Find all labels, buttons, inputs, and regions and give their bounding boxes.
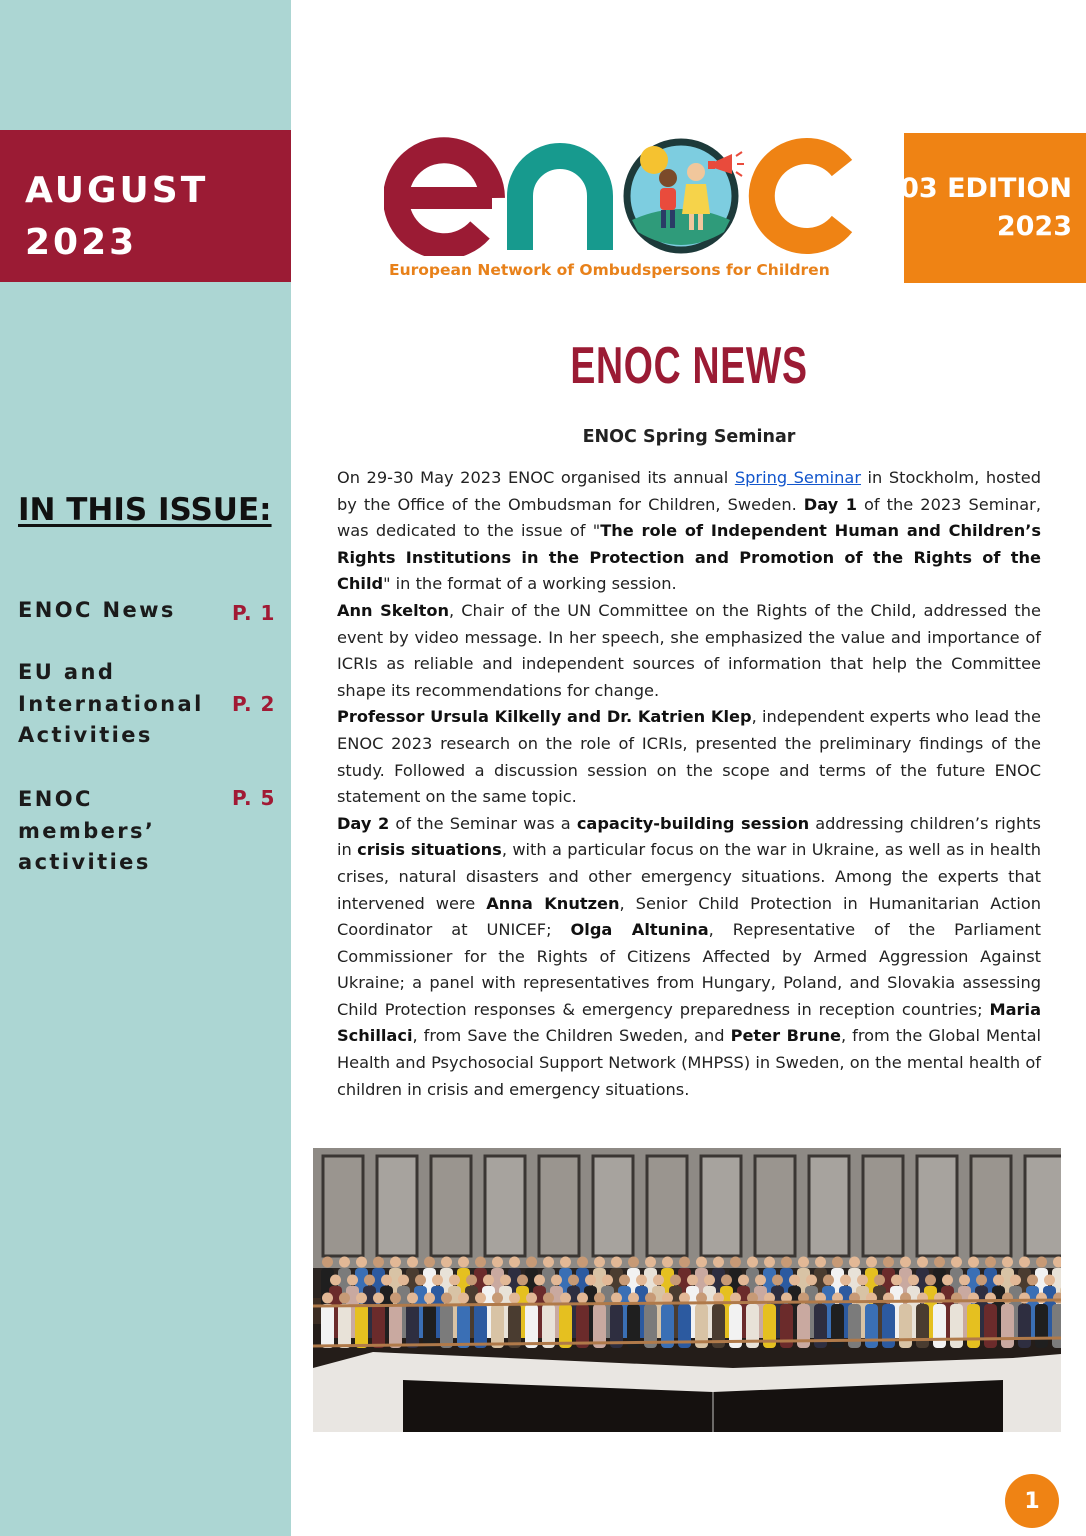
text-run: of the 2023 Seminar, was dedicated to the issue of " (337, 494, 1041, 541)
issue-year: 2023 (25, 222, 138, 263)
group-photo (313, 1148, 1061, 1432)
text-run: in Stockholm, hosted by the Office of the Ombudsman for Children, Sweden. (337, 468, 1041, 514)
toc-page-enoc-news[interactable]: P. 1 (232, 601, 276, 625)
logo-tagline: European Network of Ombudspersons for Children (389, 261, 830, 279)
article-paragraph (337, 465, 1041, 598)
text-run: addressing children’s rights in (337, 813, 1041, 860)
bold-text: Day 1 (803, 494, 857, 514)
article-paragraph (337, 704, 1041, 810)
text-run: , from the Global Mental Health and Psychosocial Support Network (MHPSS) in Sweden, on the mental health of children in crisis and emergency situations. (337, 1026, 1041, 1099)
bold-text: Anna Knutzen (486, 893, 620, 913)
article-body (337, 465, 1041, 1103)
text-run: , with a particular focus on the war in Ukraine, as well as in health crises, natural disasters and other emergency situations. Among the experts that intervened were (337, 840, 1041, 913)
text-run: of the Seminar was a (389, 813, 577, 833)
toc-item-members-activities[interactable]: ENOC members’ activities (18, 787, 156, 874)
edition-year: 2023 (996, 211, 1072, 242)
article-title: ENOC Spring Seminar (582, 427, 796, 447)
text-run: " in the format of a working session. (383, 574, 677, 594)
article-paragraph (337, 598, 1041, 704)
toc-item-enoc-news[interactable]: ENOC News (18, 598, 176, 622)
article-paragraph (337, 811, 1041, 1104)
edition-number: 03 EDITION (900, 173, 1072, 204)
text-run: , independent experts who lead the ENOC 2023 research on the role of ICRIs, presented the preliminary findings of the study. Followed a discussion session on the scope and terms of the future ENOC statement on the same topic. (337, 707, 1041, 807)
toc-page-members-activities[interactable]: P. 5 (232, 786, 276, 810)
issue-month: AUGUST (25, 170, 209, 211)
bold-text: crisis situations (357, 840, 502, 860)
enoc-logo (384, 128, 864, 256)
bold-text: Maria Schillaci (337, 999, 1041, 1046)
edition-badge (900, 133, 1086, 283)
bold-text: capacity-building session (576, 813, 810, 833)
text-run: , Chair of the UN Committee on the Rights of the Child, addressed the event by video message. In her speech, she emphasized the value and importance of ICRIs as reliable and independent sources of information that help the Committee shape its recommendations for change. (337, 600, 1041, 700)
toc-heading: IN THIS ISSUE: (18, 492, 272, 528)
bold-text: Ann Skelton (337, 600, 450, 620)
toc-page-eu-international[interactable]: P. 2 (232, 692, 276, 716)
children-illustration (627, 142, 735, 250)
text-run: , Senior Child Protection in Humanitarian Action Coordinator at UNICEF; (337, 893, 1041, 940)
bold-text: Peter Brune (730, 1026, 841, 1046)
text-run: , Representative of the Parliament Commissioner for the Rights of Citizens Affected by Armed Aggression Against Ukraine; a panel with representatives from Hungary, Poland, and Slovakia assessing Child Protection responses & emergency preparedness in reception countries; (337, 920, 1041, 1019)
section-title: ENOC NEWS (570, 337, 808, 395)
bold-text: Professor Ursula Kilkelly and Dr. Katrien Klep (337, 707, 752, 727)
spring-seminar-link[interactable]: Spring Seminar (734, 468, 861, 487)
bold-text: Day 2 (337, 813, 390, 833)
bold-text: Olga Altunina (570, 920, 709, 940)
text-run: , from Save the Children Sweden, and (412, 1026, 731, 1046)
toc-item-eu-international[interactable]: EU and International Activities (18, 660, 204, 747)
bold-text: The role of Independent Human and Children’s Rights Institutions in the Protection and Promotion of the Rights of the Child (337, 521, 1042, 594)
text-run: On 29-30 May 2023 ENOC organised its annual (337, 468, 735, 487)
date-banner (0, 130, 291, 282)
page-number: 1 (1005, 1474, 1059, 1528)
